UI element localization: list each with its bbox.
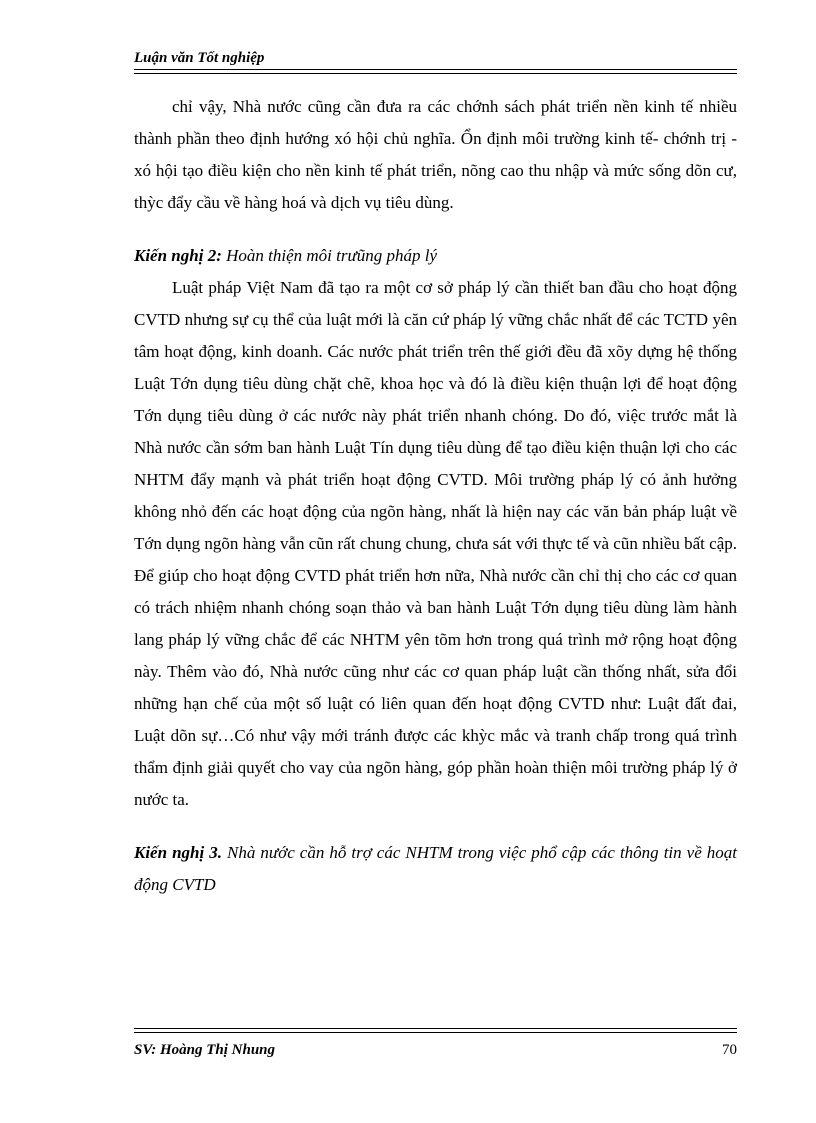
header-rule xyxy=(134,69,737,74)
page-header xyxy=(134,49,737,67)
paragraph-2: Luật pháp Việt Nam đã tạo ra một cơ sở pháp lý cần thiết ban đầu cho hoạt động CVTD nhưng sự cụ thể của luật mới là căn cứ pháp lý vững chắc nhất để các TCTD yên tâm hoạt động, kinh doanh. Các nước phát triển trên thế giới đều đã xõy dựng hệ thống Luật Tớn dụng tiêu dùng chặt chẽ, khoa học và đó là điều kiện thuận lợi để hoạt động Tớn dụng tiêu dùng ở các nước này phát triển nhanh chóng. Do đó, việc trước mắt là Nhà nước cần sớm ban hành Luật Tín dụng tiêu dùng để tạo điều kiện thuận lợi cho các NHTM đẩy mạnh và phát triển hoạt động CVTD. Môi trường pháp lý có ảnh hưởng không nhỏ đến các hoạt động của ngõn hàng, nhất là hiện nay các văn bản pháp luật về Tớn dụng ngõn hàng vẫn cũn rất chung chung, chưa sát với thực tế và cũn nhiều bất cập. Để giúp cho hoạt động CVTD phát triển hơn nữa, Nhà nước cần chỉ thị cho các cơ quan có trách nhiệm nhanh chóng soạn thảo và ban hành Luật Tớn dụng tiêu dùng làm hành lang pháp lý vững chắc để các NHTM yên tõm hơn trong quá trình mở rộng hoạt động này. Thêm vào đó, Nhà nước cũng như các cơ quan pháp luật cần thống nhất, sửa đổi những hạn chế của một số luật có liên quan đến hoạt động CVTD như: Luật đất đai, Luật dõn sự…Có như vậy mới tránh được các khỳc mắc và tranh chấp trong quá trình thẩm định giải quyết cho vay của ngõn hàng, góp phần hoàn thiện môi trường pháp lý ở nước ta. xyxy=(134,278,737,809)
body-text xyxy=(134,91,737,901)
recommendation-3-label: Kiến nghị 3. xyxy=(134,843,222,862)
recommendation-2-title: Hoàn thiện môi trưũng pháp lý xyxy=(226,246,438,265)
spacer xyxy=(134,816,737,837)
page-footer xyxy=(134,1041,737,1059)
page-number: 70 xyxy=(722,1042,737,1058)
recommendation-2-separator: : xyxy=(216,246,227,265)
header-title: Luận văn Tốt nghiệp xyxy=(134,50,265,66)
spacer xyxy=(134,219,737,240)
recommendation-3-heading xyxy=(134,837,737,901)
student-name: SV: Hoàng Thị Nhung xyxy=(134,1042,276,1058)
footer-rule xyxy=(134,1028,737,1033)
recommendation-2-heading xyxy=(134,240,737,272)
recommendation-2-label: Kiến nghị 2 xyxy=(134,246,217,265)
paragraph-1: chỉ vậy, Nhà nước cũng cần đưa ra các chớnh sách phát triển nền kinh tế nhiều thành phần theo định hướng xó hội chủ nghĩa. Ổn định môi trường kinh tế- chớnh trị - xó hội tạo điều kiện cho nền kinh tế phát triển, nõng cao thu nhập và mức sống dõn cư, thỳc đẩy cầu về hàng hoá và dịch vụ tiêu dùng. xyxy=(134,97,737,212)
recommendation-3-title: Nhà nước cần hỗ trợ các NHTM trong việc phổ cập các thông tin về hoạt động CVTD xyxy=(134,843,737,894)
